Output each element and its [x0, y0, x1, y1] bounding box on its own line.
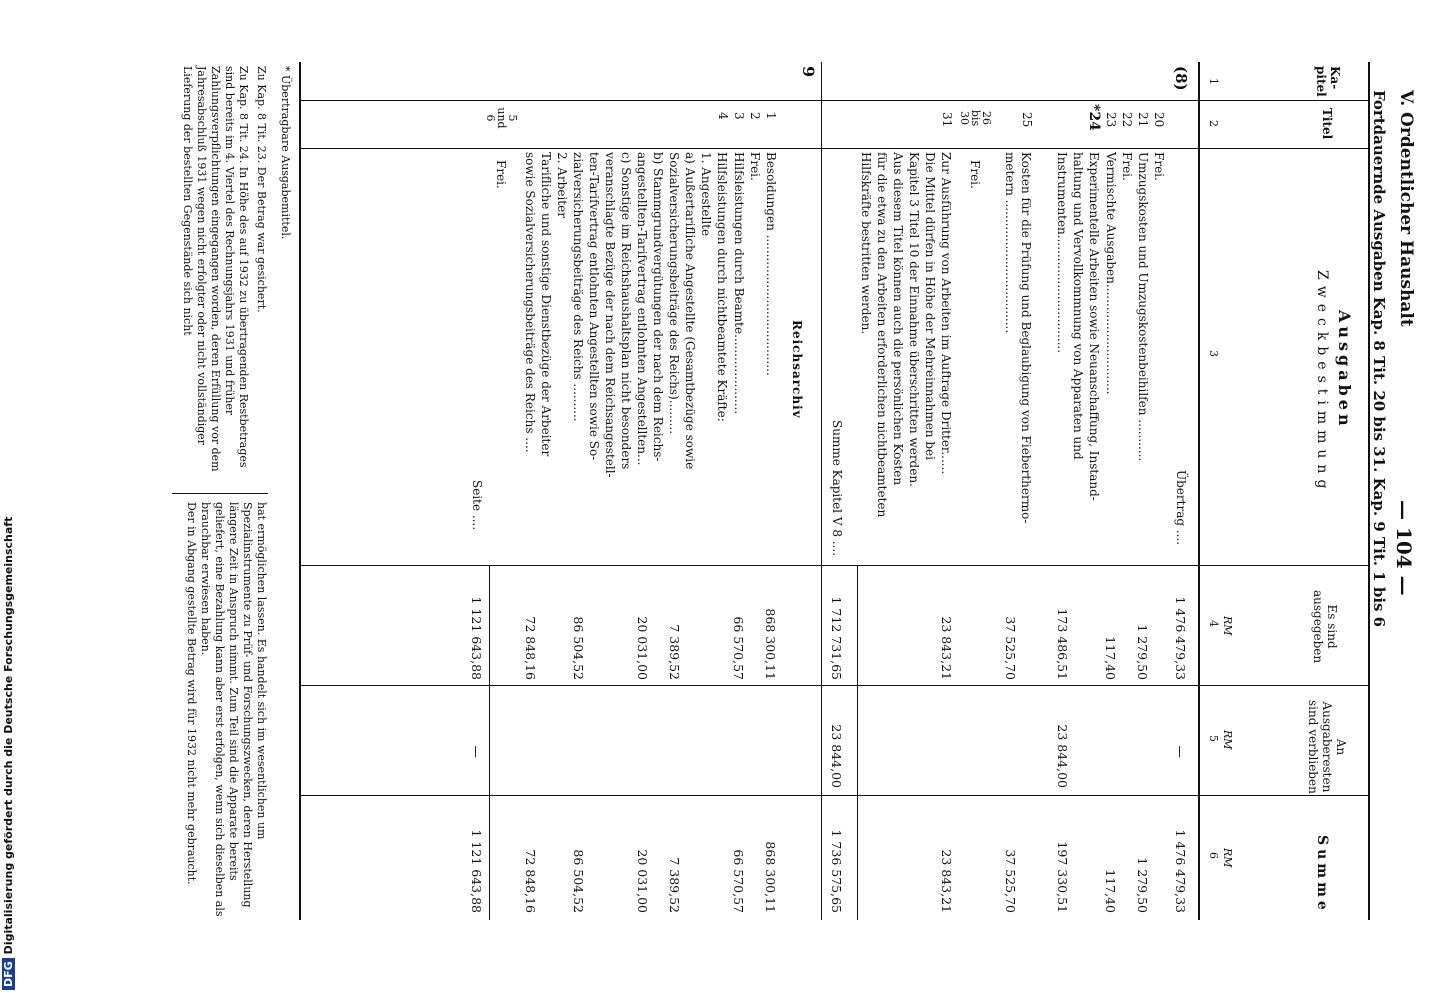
row-21-c4: 1 279,50 [1135, 624, 1150, 680]
row-1-c4: 868 300,11 [763, 608, 778, 680]
table-top-rule [1368, 62, 1370, 920]
row-seite-c4: 1 121 643,88 [469, 596, 484, 680]
col-ausgabereste: An Ausgaberesten sind verblieben [1306, 700, 1348, 794]
footnote: * Übertragbare Ausgabemittel. [279, 66, 292, 240]
row-31-c4: 23 843,21 [939, 616, 954, 680]
titel-22: 22 [1120, 112, 1134, 128]
page-number: — 104 — [1392, 500, 1416, 596]
row-1-c6: 868 300,11 [763, 841, 778, 913]
row-31-text: Zur Ausführung von Arbeiten im Auftrage Dritter...... Die Mittel dürfen in Höhe der Mehreinnahmen bei Kapitel 3 Titel 10 der Einnahme überschritten werden. Aus diesem Titel können auch die persönlichen Kosten für die etwa zu den Arbeiten erforderlichen nichtbeamteten Hilfskräfte bestritten werden. [859, 152, 953, 518]
row-26-30-text: Frei. [968, 160, 982, 189]
row-25-c6: 37 525,70 [1003, 849, 1018, 913]
row-2-text: Frei. [748, 152, 762, 181]
row-uebertrag-c6: 1 476 479,33 [1173, 829, 1188, 913]
row-24-c6: 197 330,51 [1055, 841, 1070, 913]
row-20-text: Frei. [1152, 152, 1166, 181]
row-23-text: Vermischte Ausgaben............................. [1104, 152, 1118, 395]
row-3-c4: 66 570,57 [731, 616, 746, 680]
col-ausgaben: Ausgaben [1335, 310, 1354, 430]
col-ausgegeben: Es sind ausgegeben [1311, 590, 1339, 664]
note-kap8-tit24: Zu Kap. 8 Tit. 24. In Höhe des auf 1932 zu übertragenden Restbetrages sind bereits im 4. Viertel des Rechnungsjahrs 1931 und früher Zahlungsverpflichtungen eingegangen worden, deren Erfüllung vor dem Jahresabschluß 1931 wegen nicht erfolgter oder nicht vollständiger Lieferung der bestellten Gegenstände sich nicht [181, 66, 250, 472]
row-4b-c4: 20 031,00 [635, 616, 650, 680]
row-21-text: Umzugskosten und Umzugskostenbeihilfen ........... [1136, 152, 1150, 462]
row-5-6-text: Frei. [494, 160, 508, 189]
note-kap8-tit23: Zu Kap. 8 Tit. 23. Der Betrag war gesichert. [255, 66, 268, 313]
dfg-logo: DFG [2, 958, 15, 990]
kapitel-9: 9 [799, 66, 818, 78]
row-25-c4: 37 525,70 [1003, 616, 1018, 680]
col-num-2: 2 [1207, 120, 1220, 127]
row-summe-label: Summe Kapitel V 8 .... [830, 420, 844, 557]
row-21-c6: 1 279,50 [1135, 857, 1150, 913]
kapitel-8: (8) [1172, 66, 1190, 91]
credit-text: Digitalisierung gefördert durch die Deutsche Forschungsgemeinschaft [2, 516, 15, 955]
row-24-c4: 173 486,51 [1055, 608, 1070, 680]
titel-31: 31 [940, 112, 954, 128]
col-divider-1 [300, 100, 1370, 101]
col-num-1: 1 [1207, 78, 1220, 85]
table-bottom-rule [299, 62, 301, 920]
row-summe-c4: 1 712 731,65 [829, 596, 844, 680]
titel-25: 25 [1020, 112, 1034, 128]
rm-unit-4: RM [1221, 616, 1234, 636]
row-seite-label: Seite .... [470, 480, 484, 531]
page-subtitle: Fortdauernde Ausgaben Kap. 8 Tit. 20 bis 31. Kap. 9 Tit. 1 bis 6 [1370, 90, 1388, 628]
col-num-3: 3 [1207, 350, 1220, 357]
row-summe-c6: 1 736 575,65 [829, 829, 844, 913]
row-4arb-c4: 72 848,16 [523, 616, 538, 680]
rm-unit-6: RM [1221, 848, 1234, 868]
table-header-rule [1198, 62, 1200, 920]
reichsarchiv-heading: Reichsarchiv [790, 320, 804, 419]
row-uebertrag-label: Übertrag .... [1174, 470, 1188, 546]
row-23-c6: 117,40 [1103, 869, 1118, 913]
col-divider-5 [300, 795, 1370, 796]
row-22-text: Frei. [1120, 152, 1134, 181]
row-25-text: Kosten für die Prüfung und Beglaubigung von Fieberthermo- metern ................................... [1003, 152, 1033, 524]
titel-4: 4 [716, 112, 730, 120]
sum-rule [857, 565, 858, 920]
col-divider-2 [300, 148, 1370, 149]
row-31-c6: 23 843,21 [939, 849, 954, 913]
row-3-text: Hilfsleistungen durch Beamte..................... [732, 152, 746, 415]
row-3-c6: 66 570,57 [731, 849, 746, 913]
titel-24: *24 [1086, 104, 1102, 131]
rm-unit-5: RM [1221, 730, 1234, 750]
section-title: V. Ordentlicher Haushalt [1396, 90, 1416, 327]
col-num-6: 6 [1207, 852, 1220, 859]
row-4b-c6: 20 031,00 [635, 849, 650, 913]
titel-26-30: 26 bis 30 [958, 109, 993, 127]
titel-3: 3 [732, 112, 746, 120]
titel-1: 1 [764, 112, 778, 120]
row-4c-c6: 86 504,52 [571, 849, 586, 913]
row-seite-c5: — [469, 745, 484, 758]
chapter-rule [821, 62, 822, 920]
row-1-text: Besoldungen ..................................... [764, 152, 778, 376]
row-24-c5: 23 844,00 [1055, 724, 1070, 788]
titel-23: 23 [1104, 112, 1118, 128]
note-continued: hat ermöglichen lassen. Es handelt sich im wesentlichen um Spezialinstrumente zu Prüf- und Forschungszwecken, deren Herstellung längere Zeit in Anspruch nimmt. Zum Teil sind die Apparate bereits geliefert, eine Bezahlung kann aber erst erfolgen, wenn sich dieselben als brauchbar erwiesen haben. Der in Abgang gestellte Betrag wird für 1932 nicht mehr gebraucht. [185, 502, 268, 917]
row-uebertrag-c5: — [1173, 745, 1188, 758]
col-num-5: 5 [1207, 735, 1220, 742]
seite-rule [489, 565, 490, 920]
titel-21: 21 [1136, 112, 1150, 128]
col-divider-3 [300, 565, 1370, 566]
row-4arb-c6: 72 848,16 [523, 849, 538, 913]
notes-divider [172, 493, 268, 494]
col-num-4: 4 [1207, 620, 1220, 627]
titel-5-6: 5 und 6 [484, 107, 519, 129]
row-seite-c6: 1 121 643,88 [469, 829, 484, 913]
row-4a-c4: 7 389,52 [667, 624, 682, 680]
col-kapitel: Ka- pitel [1314, 66, 1342, 97]
col-summe: Summe [1314, 835, 1330, 914]
row-uebertrag-c4: 1 476 479,33 [1173, 596, 1188, 680]
row-4a-c6: 7 389,52 [667, 857, 682, 913]
row-23-c4: 117,40 [1103, 636, 1118, 680]
titel-2: 2 [748, 112, 762, 120]
row-4c-c4: 86 504,52 [571, 616, 586, 680]
row-24-text: Experimentelle Arbeiten sowie Neuanschaffung, Instand- haltung und Vervollkommnung von Apparaten und Instrumenten............................... [1055, 152, 1101, 501]
col-divider-4 [300, 685, 1370, 686]
col-titel: Titel [1320, 108, 1334, 140]
titel-20: 20 [1152, 112, 1166, 128]
col-zweck: Zweckbestimmung [1314, 270, 1330, 495]
row-summe-c5: 23 844,00 [829, 724, 844, 788]
row-4-text: Hilfsleistungen durch nichtbeamtete Kräfte: 1. Angestellte a) Außertarifliche Angestellte (Gesamtbezüge sowie Sozialversicherungsbeiträge des Reichs)......... b) Stammgrundvergütungen der nach dem Reichs- angestellten-Tarifvertrag entlohnten Angestellten... c) Sonstige im Reichshaushaltsplan nicht besonders veranschlagte Bezüge der nach dem Reichsangestell- ten-Tarifvertrag entlohnten Angestellten sowie So- zialversicherungsbeiträge des Reichs .......... 2. Arbeiter Tarifliche und sonstige Dienstbezüge der Arbeiter sowie Sozialversicherungsbeiträge des Reichs .... [523, 152, 729, 478]
